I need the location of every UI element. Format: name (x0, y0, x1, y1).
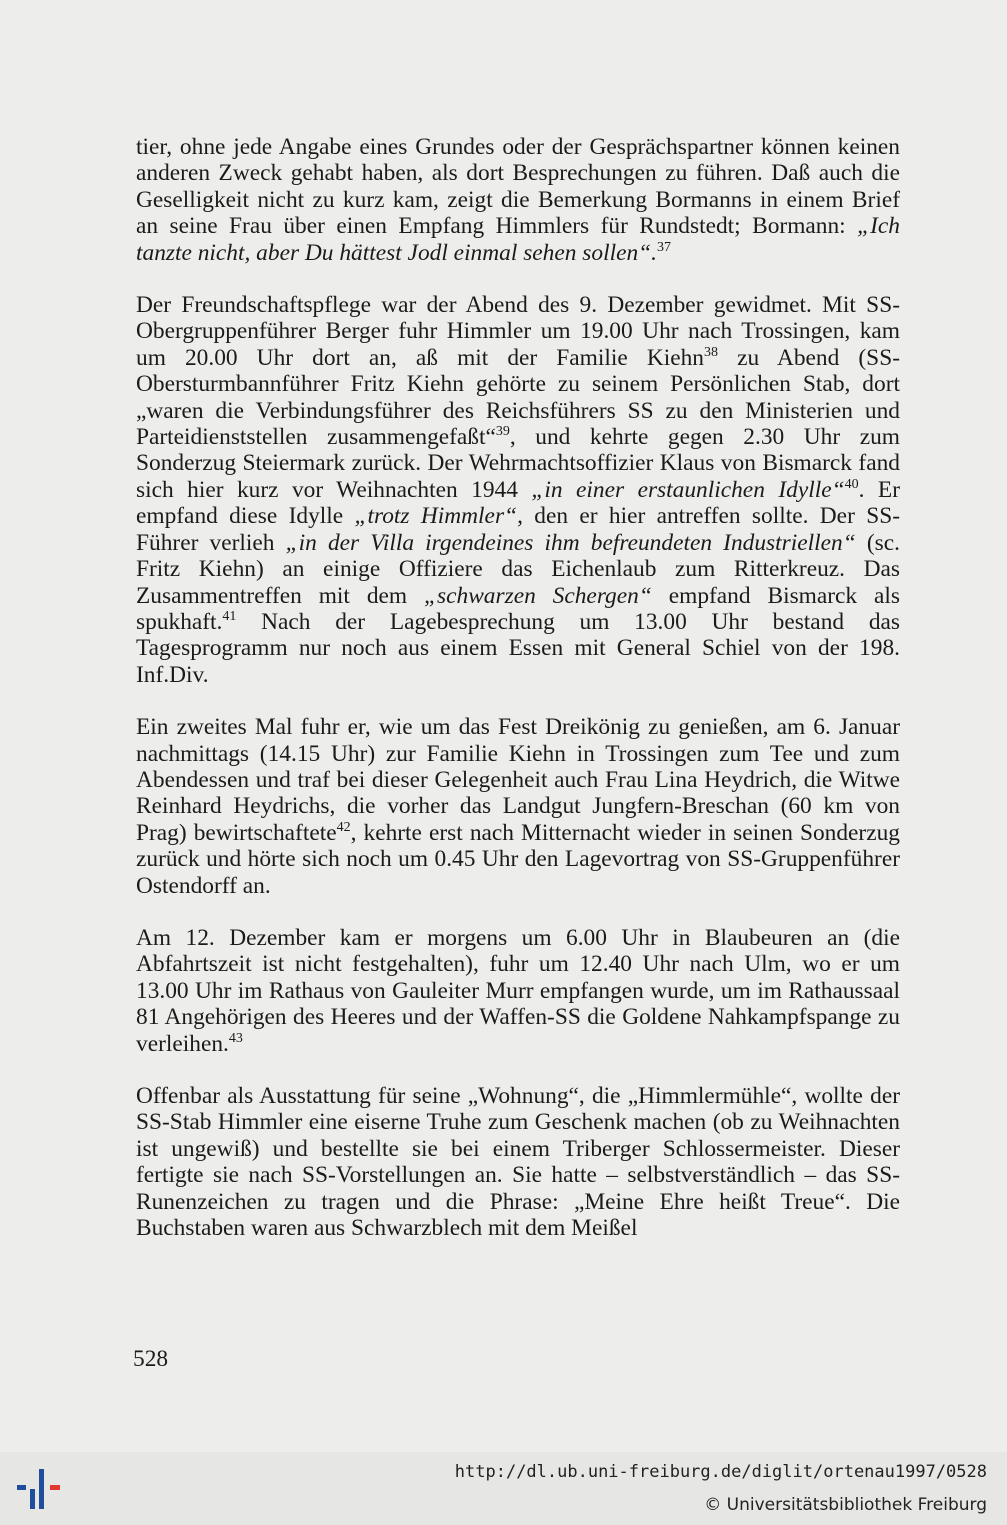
text-run: , und kehrte gegen 2.30 Uhr zum Sonderzug Steiermark zurück. Der Wehrmachtsoffizier Klaus von Bismarck fand sich hier kurz vor Weihnachten 1944 (136, 424, 900, 503)
footnote-ref: 40 (844, 476, 859, 492)
text-run: , kehrte erst nach Mitternacht wieder in seinen Sonderzug zurück und hörte sich noch um 0.45 Uhr den Lagevortrag von SS-Gruppenführer Ostendorff an. (136, 819, 900, 899)
text-run: Der Freundschaftspflege war der Abend des 9. Dezember gewidmet. Mit SS-Obergruppenführer Berger fuhr Himmler um 19.00 Uhr nach Trossingen, kam um 20.00 Uhr dort an, aß mit der Familie Kiehn (136, 292, 900, 371)
ub-freiburg-logo-icon[interactable] (14, 1463, 64, 1515)
quotation: „in der Villa irgendeines ihm befreundeten Industriellen“ (285, 529, 856, 556)
body-paragraph (136, 1083, 900, 1241)
copyright-notice: © Universitätsbibliothek Freiburg (704, 1495, 987, 1515)
text-run: zu Abend (SS-Obersturmbannführer Fritz Kiehn gehörte zu seinem Persönlichen Stab, dort „waren die Verbindungsführer des Reichsführers SS zu den Ministerien und Parteidienststellen zusammengefaßt“ (136, 344, 900, 451)
text-run: Nach der Lagebesprechung um 13.00 Uhr bestand das Tagesprogramm nur noch aus einem Essen mit General Schiel von der 198. Inf.Div. (136, 608, 900, 688)
footnote-ref: 42 (336, 819, 351, 835)
footnote-ref: 38 (704, 344, 718, 360)
text-run: , den er hier antreffen sollte. Der SS-Führer verlieh (136, 503, 901, 556)
text-run: Am 12. Dezember kam er morgens um 6.00 Uhr in Blaubeuren an (die Abfahrtszeit ist nicht festgehalten), fuhr um 12.40 Uhr nach Ulm, wo er um 13.00 Uhr im Rathaus von Gauleiter Murr empfangen wurde, um im Rathaussaal 81 Angehörigen des Heeres und der Waffen-SS die Goldene Nahkampfspange zu verleihen. (136, 924, 900, 1057)
text-run: (sc. Fritz Kiehn) an einige Offiziere das Eichenlaub zum Ritterkreuz. Das Zusammentreffen mit dem (136, 529, 900, 609)
footnote-ref: 43 (228, 1030, 243, 1046)
quotation: „in einer erstaunlichen Idylle“ (531, 476, 845, 503)
text-run: tier, ohne jede Angabe eines Grundes oder der Gesprächspartner können keinen anderen Zweck gehabt haben, als dort Besprechungen zu führen. Daß auch die Geselligkeit nicht zu kurz kam, zeigt die Bemerkung Bormanns in einem Brief an seine Frau über einen Empfang Himmlers für Rundstedt; Bormann: (136, 134, 900, 240)
text-run: empfand Bismarck als spukhaft. (136, 582, 900, 635)
body-paragraph (136, 134, 900, 266)
body-paragraph (136, 714, 900, 899)
footnote-ref: 39 (495, 424, 510, 440)
quotation: „trotz Himmler“ (354, 503, 518, 530)
body-paragraph (136, 292, 900, 688)
body-paragraph (136, 925, 900, 1057)
footnote-ref: 37 (657, 239, 672, 255)
source-url-link[interactable]: http://dl.ub.uni-freiburg.de/diglit/ortenau1997/0528 (454, 1462, 987, 1482)
text-run: Ein zweites Mal fuhr er, wie um das Fest Dreikönig zu genießen, am 6. Januar nachmittags (14.15 Uhr) zur Familie Kiehn in Trossingen zum Tee und zum Abendessen und traf bei dieser Gelegenheit auch Frau Lina Heydrich, die Witwe Reinhard Heydrichs, die vorher das Landgut Jungfern-Breschan (60 km von Prag) bewirtschaftete (136, 714, 900, 846)
text-run: Offenbar als Ausstattung für seine „Wohnung“, die „Himmlermühle“, wollte der SS-Stab Himmler eine eiserne Truhe zum Geschenk machen (ob zu Weihnachten ist ungewiß) und bestellte sie bei einem Triberger Schlossermeister. Dieser fertigte sie nach SS-Vorstellungen an. Sie hatte – selbstverständlich – das SS-Runenzeichen zu tragen und die Phrase: „Meine Ehre heißt Treue“. Die Buchstaben waren aus Schwarzblech mit dem Meißel (136, 1083, 900, 1242)
page-number: 528 (133, 1346, 169, 1372)
body-text (136, 134, 900, 1267)
footnote-ref: 41 (222, 608, 237, 624)
quotation: „Ich tanzte nicht, aber Du hättest Jodl einmal sehen sollen“. (136, 213, 900, 266)
text-run: . Er empfand diese Idylle (136, 476, 900, 530)
quotation: „schwarzen Schergen“ (424, 582, 652, 609)
